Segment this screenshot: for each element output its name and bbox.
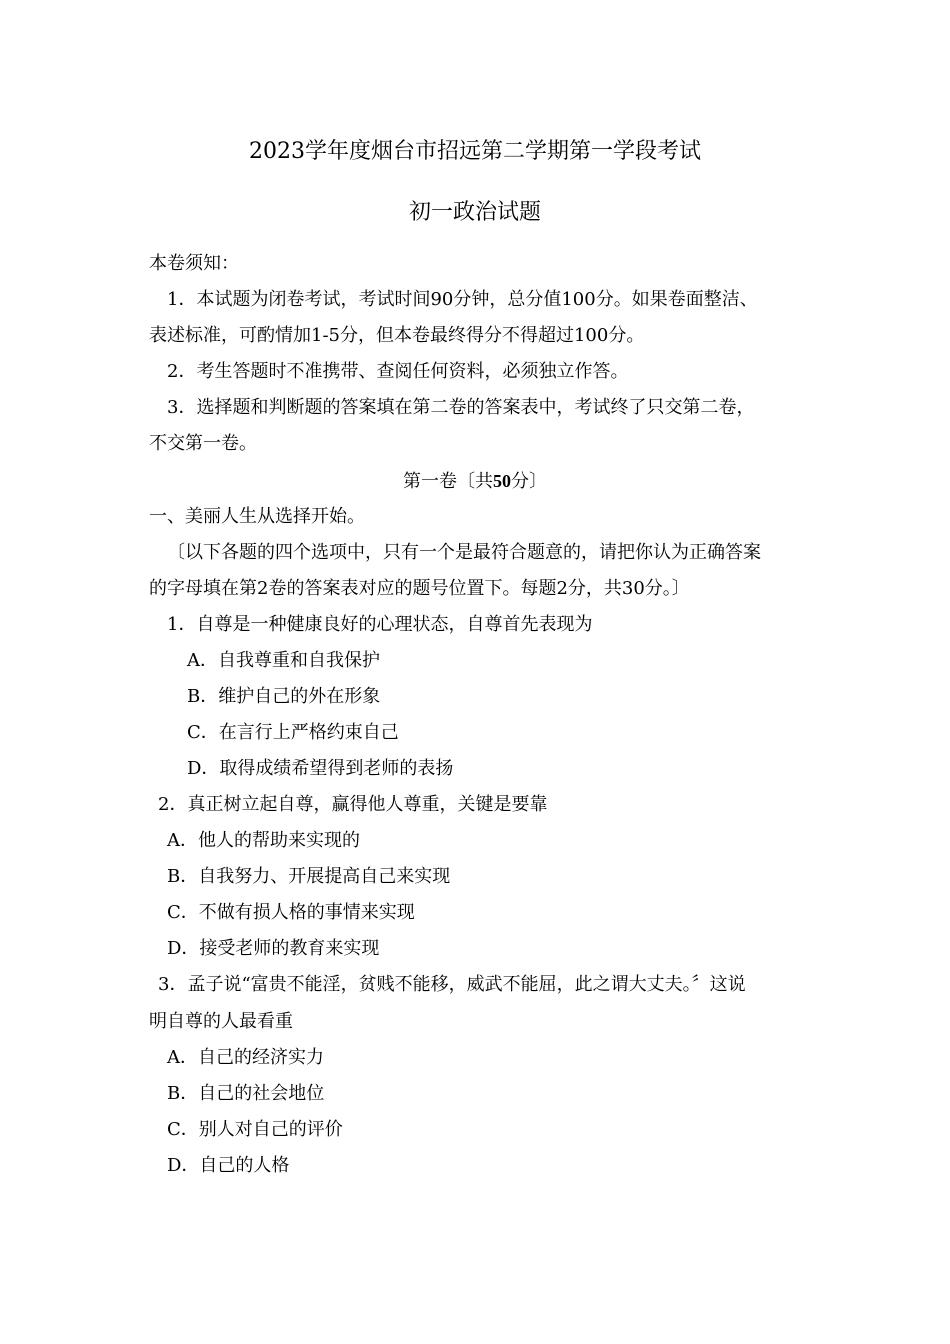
part-one-suffix: 分〕	[511, 471, 547, 492]
question-1-option-d: D．取得成绩希望得到老师的表扬	[187, 758, 454, 779]
section-one-instruction-line-2: 的字母填在第2卷的答案表对应的题号位置下。每题2分，共30分。〕	[149, 578, 690, 599]
notice-item-3-line-2: 不交第一卷。	[149, 433, 257, 454]
question-3-stem-line-1: 3．孟子说“富贵不能淫，贫贱不能移，威武不能屈，此之谓大丈夫。〞这说	[158, 974, 746, 995]
question-3-option-c: C．别人对自己的评价	[167, 1119, 343, 1140]
question-2-option-d: D．接受老师的教育来实现	[167, 938, 380, 959]
notice-item-3-line-1: 3．选择题和判断题的答案填在第二卷的答案表中，考试终了只交第二卷，	[167, 397, 755, 418]
notice-heading: 本卷须知：	[149, 253, 239, 274]
question-1-option-c: C．在言行上严格约束自己	[187, 722, 399, 743]
question-3-stem-line-2: 明自尊的人最看重	[149, 1011, 293, 1032]
question-3-option-b: B．自己的社会地位	[167, 1083, 325, 1104]
part-one-heading	[0, 469, 950, 493]
question-2-option-b: B．自我努力、开展提高自己来实现	[167, 866, 451, 887]
question-3-option-d: D．自己的人格	[167, 1155, 290, 1176]
notice-item-2: 2．考生答题时不准携带、查阅任何资料，必须独立作答。	[167, 361, 629, 382]
section-one-instruction-line-1: 〔以下各题的四个选项中，只有一个是最符合题意的，请把你认为正确答案	[167, 542, 761, 563]
question-3-option-a: A．自己的经济实力	[167, 1047, 324, 1068]
part-one-points: 50	[493, 471, 511, 491]
notice-item-1-line-2: 表述标准，可酌情加1-5分，但本卷最终得分不得超过100分。	[149, 325, 645, 346]
exam-title: 2023学年度烟台市招远第二学期第一学段考试	[249, 139, 701, 164]
notice-item-1-line-1: 1．本试题为闭卷考试，考试时间90分钟，总分值100分。如果卷面整洁、	[167, 289, 758, 310]
question-2-option-a: A．他人的帮助来实现的	[167, 830, 360, 851]
question-2-option-c: C．不做有损人格的事情来实现	[167, 902, 415, 923]
section-one-heading: 一、美丽人生从选择开始。	[149, 506, 365, 527]
question-2-stem: 2．真正树立起自尊，赢得他人尊重，关键是要靠	[158, 794, 548, 815]
part-one-prefix: 第一卷〔共	[403, 471, 493, 492]
exam-subtitle: 初一政治试题	[408, 200, 541, 225]
question-1-option-a: A．自我尊重和自我保护	[187, 650, 380, 671]
question-1-option-b: B．维护自己的外在形象	[187, 686, 381, 707]
question-1-stem: 1．自尊是一种健康良好的心理状态，自尊首先表现为	[167, 614, 593, 635]
